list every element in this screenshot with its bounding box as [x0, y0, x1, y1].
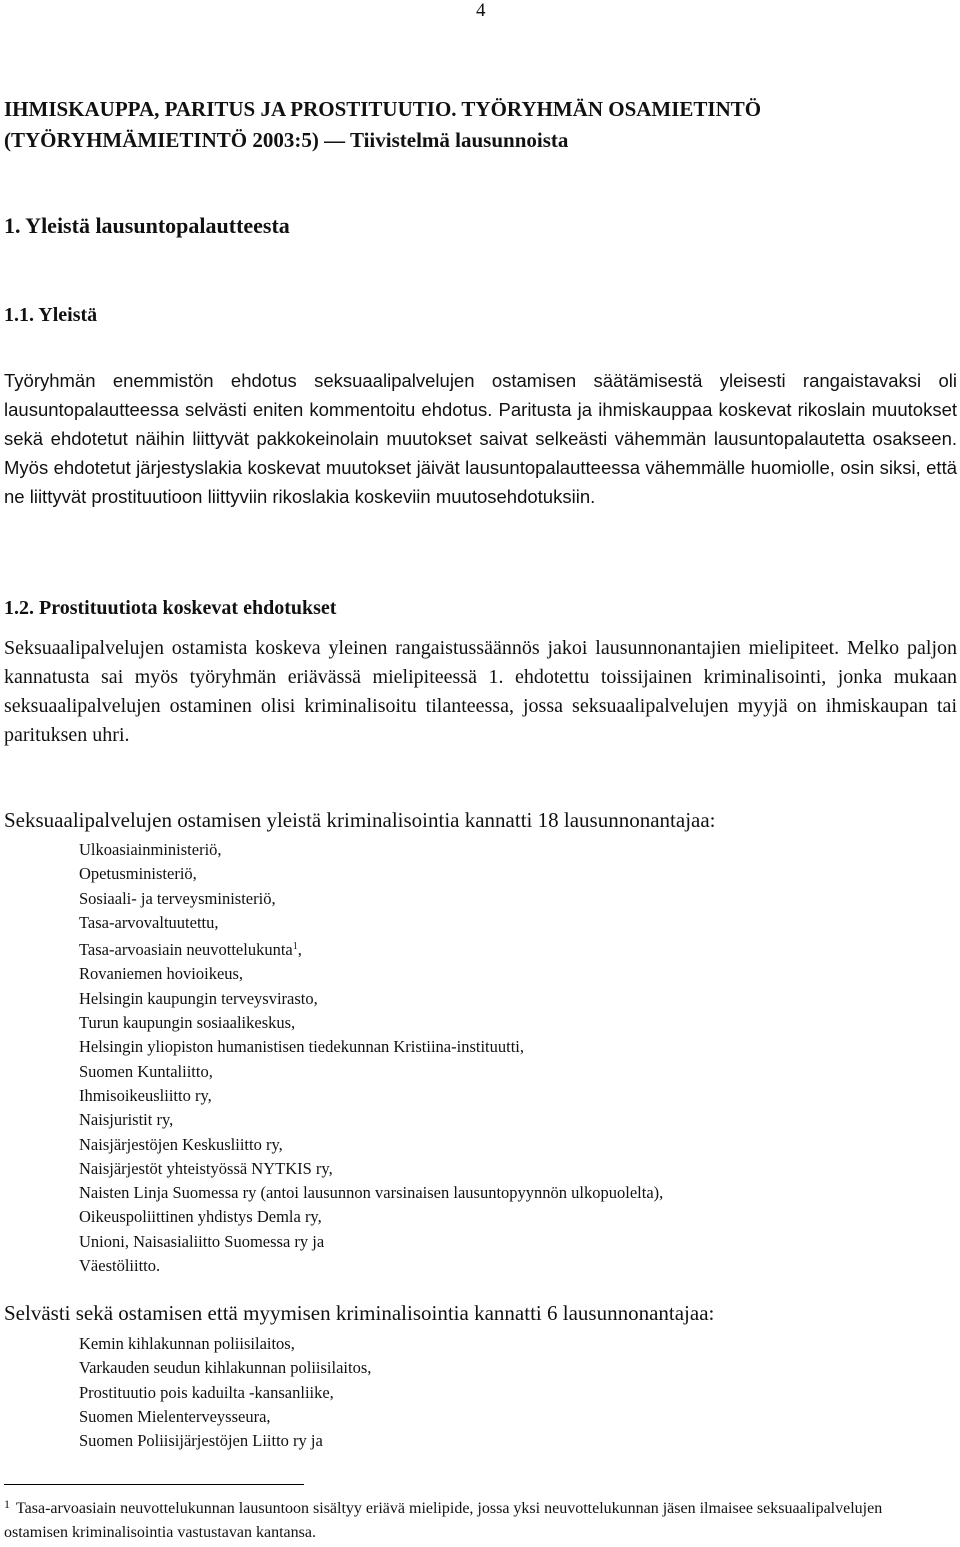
section-heading: 1. Yleistä lausuntopalautteesta	[4, 213, 290, 238]
document-title	[4, 94, 956, 156]
list-item: Naisten Linja Suomessa ry (antoi lausunnon varsinaisen lausuntopyynnön ulkopuolelta),	[79, 1183, 664, 1203]
list-item: Turun kaupungin sosiaalikeskus,	[79, 1013, 296, 1033]
list-item: Suomen Poliisijärjestöjen Liitto ry ja	[79, 1431, 323, 1451]
list-item-with-footnote	[79, 935, 663, 962]
paragraph-general: Työryhmän enemmistön ehdotus seksuaalipalvelujen ostamisen säätämisestä yleisesti rangaistavaksi oli lausuntopalautteessa selvästi eniten kommentoitu ehdotus. Paritusta ja ihmiskauppaa koskevat rikoslain muutokset sekä ehdotetut näihin liittyvät pakkokeinolain muutokset saivat selkeästi vähemmän lausuntopalautetta osakseen. Myös ehdotetut järjestyslakia koskevat muutokset jäivät lausuntopalautteessa vähemmälle huomiolle, osin siksi, että ne liittyvät prostituutioon liittyviin rikoslakia koskeviin muutosehdotuksiin.	[4, 370, 957, 507]
list-item: Ihmisoikeusliitto ry,	[79, 1085, 212, 1105]
list-item: Väestöliitto.	[79, 1256, 161, 1276]
supporters-purchase-criminalization-lead: Seksuaalipalvelujen ostamisen yleistä kriminalisointia kannatti 18 lausunnonantajaa:	[4, 808, 716, 832]
supporters-both-criminalization-lead: Selvästi sekä ostamisen että myymisen kriminalisointia kannatti 6 lausunnonantajaa:	[4, 1301, 715, 1325]
list-item: Naisjärjestöt yhteistyössä NYTKIS ry,	[79, 1158, 333, 1178]
supporters-list-both	[79, 1332, 371, 1453]
list-item: Helsingin kaupungin terveysvirasto,	[79, 988, 318, 1008]
subsection-heading-general: 1.1. Yleistä	[4, 304, 98, 326]
footnote-reference: 1	[292, 941, 298, 953]
list-item: Suomen Kuntaliitto,	[79, 1061, 213, 1081]
list-item: Oikeuspoliittinen yhdistys Demla ry,	[79, 1207, 322, 1227]
list-item: Opetusministeriö,	[79, 864, 197, 884]
list-item: Unioni, Naisasialiitto Suomessa ry ja	[79, 1231, 325, 1251]
paragraph-prostitution: Seksuaalipalvelujen ostamista koskeva yleinen rangaistussäännös jakoi lausunnonantajien mielipiteet. Melko paljon kannatusta sai myös työryhmän eriävässä mielipiteessä 1. ehdotettu toissijainen kriminalisointi, jonka mukaan seksuaalipalvelujen ostaminen olisi kriminalisoitu tilanteessa, jossa seksuaalipalvelujen myyjä on ihmiskaupan tai parituksen uhri.	[4, 637, 957, 746]
document-title-line-2: (TYÖRYHMÄMIETINTÖ 2003:5) — Tiivistelmä lausunnoista	[4, 128, 569, 152]
list-item-text: Tasa-arvoasiain neuvottelukunta	[79, 940, 293, 960]
list-item: Prostituutio pois kaduilta -kansanliike,	[79, 1382, 334, 1402]
list-item: Ulkoasiainministeriö,	[79, 840, 222, 859]
list-item: Varkauden seudun kihlakunnan poliisilaitos,	[79, 1358, 372, 1378]
list-item: Rovaniemen hovioikeus,	[79, 964, 244, 984]
supporters-list-purchase	[79, 838, 663, 1278]
subsection-heading-prostitution: 1.2. Prostituutiota koskevat ehdotukset	[4, 597, 337, 619]
list-item-punctuation: ,	[297, 940, 302, 960]
list-item: Tasa-arvovaltuutettu,	[79, 912, 219, 932]
list-item: Naisjuristit ry,	[79, 1110, 174, 1130]
list-item: Kemin kihlakunnan poliisilaitos,	[79, 1334, 295, 1353]
document-title-line-1: IHMISKAUPPA, PARITUS JA PROSTITUUTIO. TYÖRYHMÄN OSAMIETINTÖ	[4, 97, 762, 121]
list-item: Naisjärjestöjen Keskusliitto ry,	[79, 1134, 283, 1154]
footnote-mark: 1	[4, 1497, 10, 1511]
list-item: Sosiaali- ja terveysministeriö,	[79, 888, 276, 908]
page-number: 4	[476, 0, 486, 21]
footnote-text: Tasa-arvoasiain neuvottelukunnan lausuntoon sisältyy eriävä mielipide, jossa yksi neuvottelukunnan jäsen ilmaisee seksuaalipalvelujen ostamisen kriminalisointia vastustavan kantansa.	[4, 1500, 883, 1541]
footnote-separator	[4, 1484, 304, 1485]
list-item: Helsingin yliopiston humanistisen tiedekunnan Kristiina-instituutti,	[79, 1037, 525, 1057]
footnote	[4, 1492, 949, 1545]
list-item: Suomen Mielenterveysseura,	[79, 1406, 271, 1426]
